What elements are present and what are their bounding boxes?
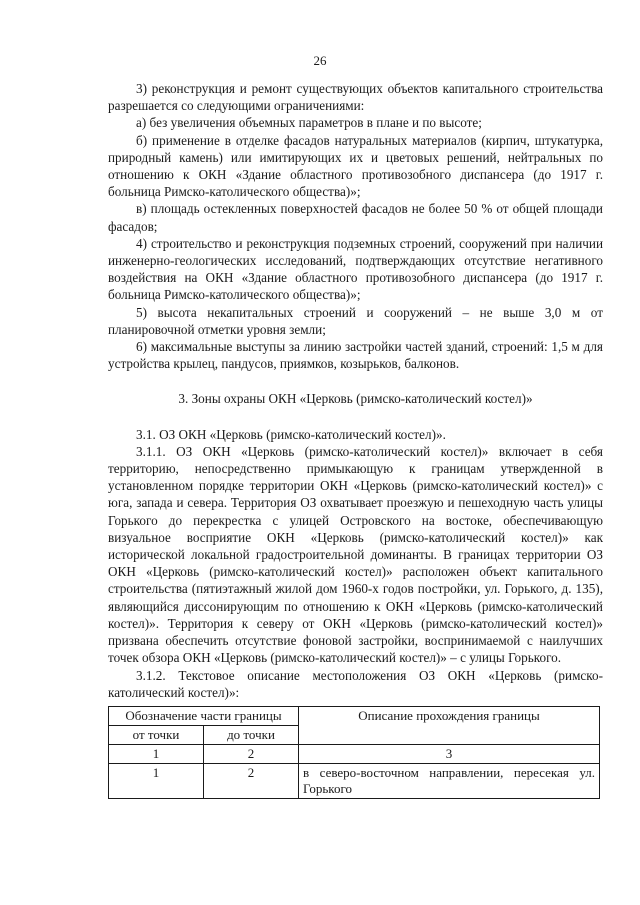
column-number: 2 [204,745,299,764]
paragraph: 4) строительство и реконструкция подземных строений, сооружений при наличии инженерно-геологических исследований, подтверждающих отсутствие негативного воздействия на ОКН «Здание областного противозобного диспансера (до 1917 г. больница Римско-католического общества)»; [108,235,603,303]
cell-description: в северо-восточном направлении, пересекая ул. Горького [299,764,600,799]
header-to-point: до точки [204,726,299,745]
header-from-point: от точки [109,726,204,745]
page-number: 26 [313,53,327,68]
document-body [108,80,603,701]
cell-to-point: 2 [204,764,299,799]
column-number: 1 [109,745,204,764]
paragraph: 5) высота некапитальных строений и сооружений – не выше 3,0 м от планировочной отметки уровня земли; [108,304,603,337]
table-numbering-row [109,745,600,764]
table-header-row [109,707,600,726]
paragraph: 3.1.1. ОЗ ОКН «Церковь (римско-католический костел)» включает в себя территорию, непосредственно примыкающую к границам утвержденной в установленном порядке территории ОКН «Церковь (римско-католический костел)» с юга, запада и севера. Территория ОЗ охватывает проезжую и пешеходную часть улицы Горького до перекрестка с улицей Островского на востоке, обеспечивающую визуальное восприятие ОКН «Церковь (римско-католический костел)» как исторической локальной градостроительной доминанты. В границах территории ОЗ ОКН «Церковь (римско-католический костел)» расположен объект капитального строительства (пятиэтажный жилой дом 1960-х годов постройки, ул. Горького, д. 135), являющийся диссонирующим по отношению к ОКН «Церковь (римско-католический костел)». Территория к северу от ОКН «Церковь (римско-католический костел)» призвана обеспечить отсутствие фоновой застройки, воспринимаемой с наилучших точек обзора ОКН «Церковь (римско-католический костел)» – с улицы Горького. [108,443,603,666]
cell-from-point: 1 [109,764,204,799]
paragraph: 6) максимальные выступы за линию застройки частей зданий, строений: 1,5 м для устройства крылец, пандусов, приямков, козырьков, балконов. [108,339,603,372]
header-description: Описание прохождения границы [299,707,600,745]
paragraph: 3.1. ОЗ ОКН «Церковь (римско-католический костел)». [136,426,446,442]
paragraph: б) применение в отделке фасадов натуральных материалов (кирпич, штукатурка, природный камень) или имитирующих их и цветовых решений, нейтральных по отношению к ОКН «Здание областного противозобного диспансера (до 1917 г. больница Римско-католического общества)»; [108,132,603,200]
section-heading: 3. Зоны охраны ОКН «Церковь (римско-католический костел)» [178,391,533,407]
paragraph: а) без увеличения объемных параметров в плане и по высоте; [136,115,482,131]
paragraph: 3.1.2. Текстовое описание местоположения ОЗ ОКН «Церковь (римско-католический костел)»: [108,667,603,700]
column-number: 3 [299,745,600,764]
paragraph: 3) реконструкция и ремонт существующих объектов капитального строительства разрешается со следующими ограничениями: [108,81,603,114]
table-row [109,764,600,799]
boundary-table [108,706,600,799]
paragraph: в) площадь остекленных поверхностей фасадов не более 50 % от общей площади фасадов; [108,201,603,234]
header-boundary-part: Обозначение части границы [109,707,299,726]
